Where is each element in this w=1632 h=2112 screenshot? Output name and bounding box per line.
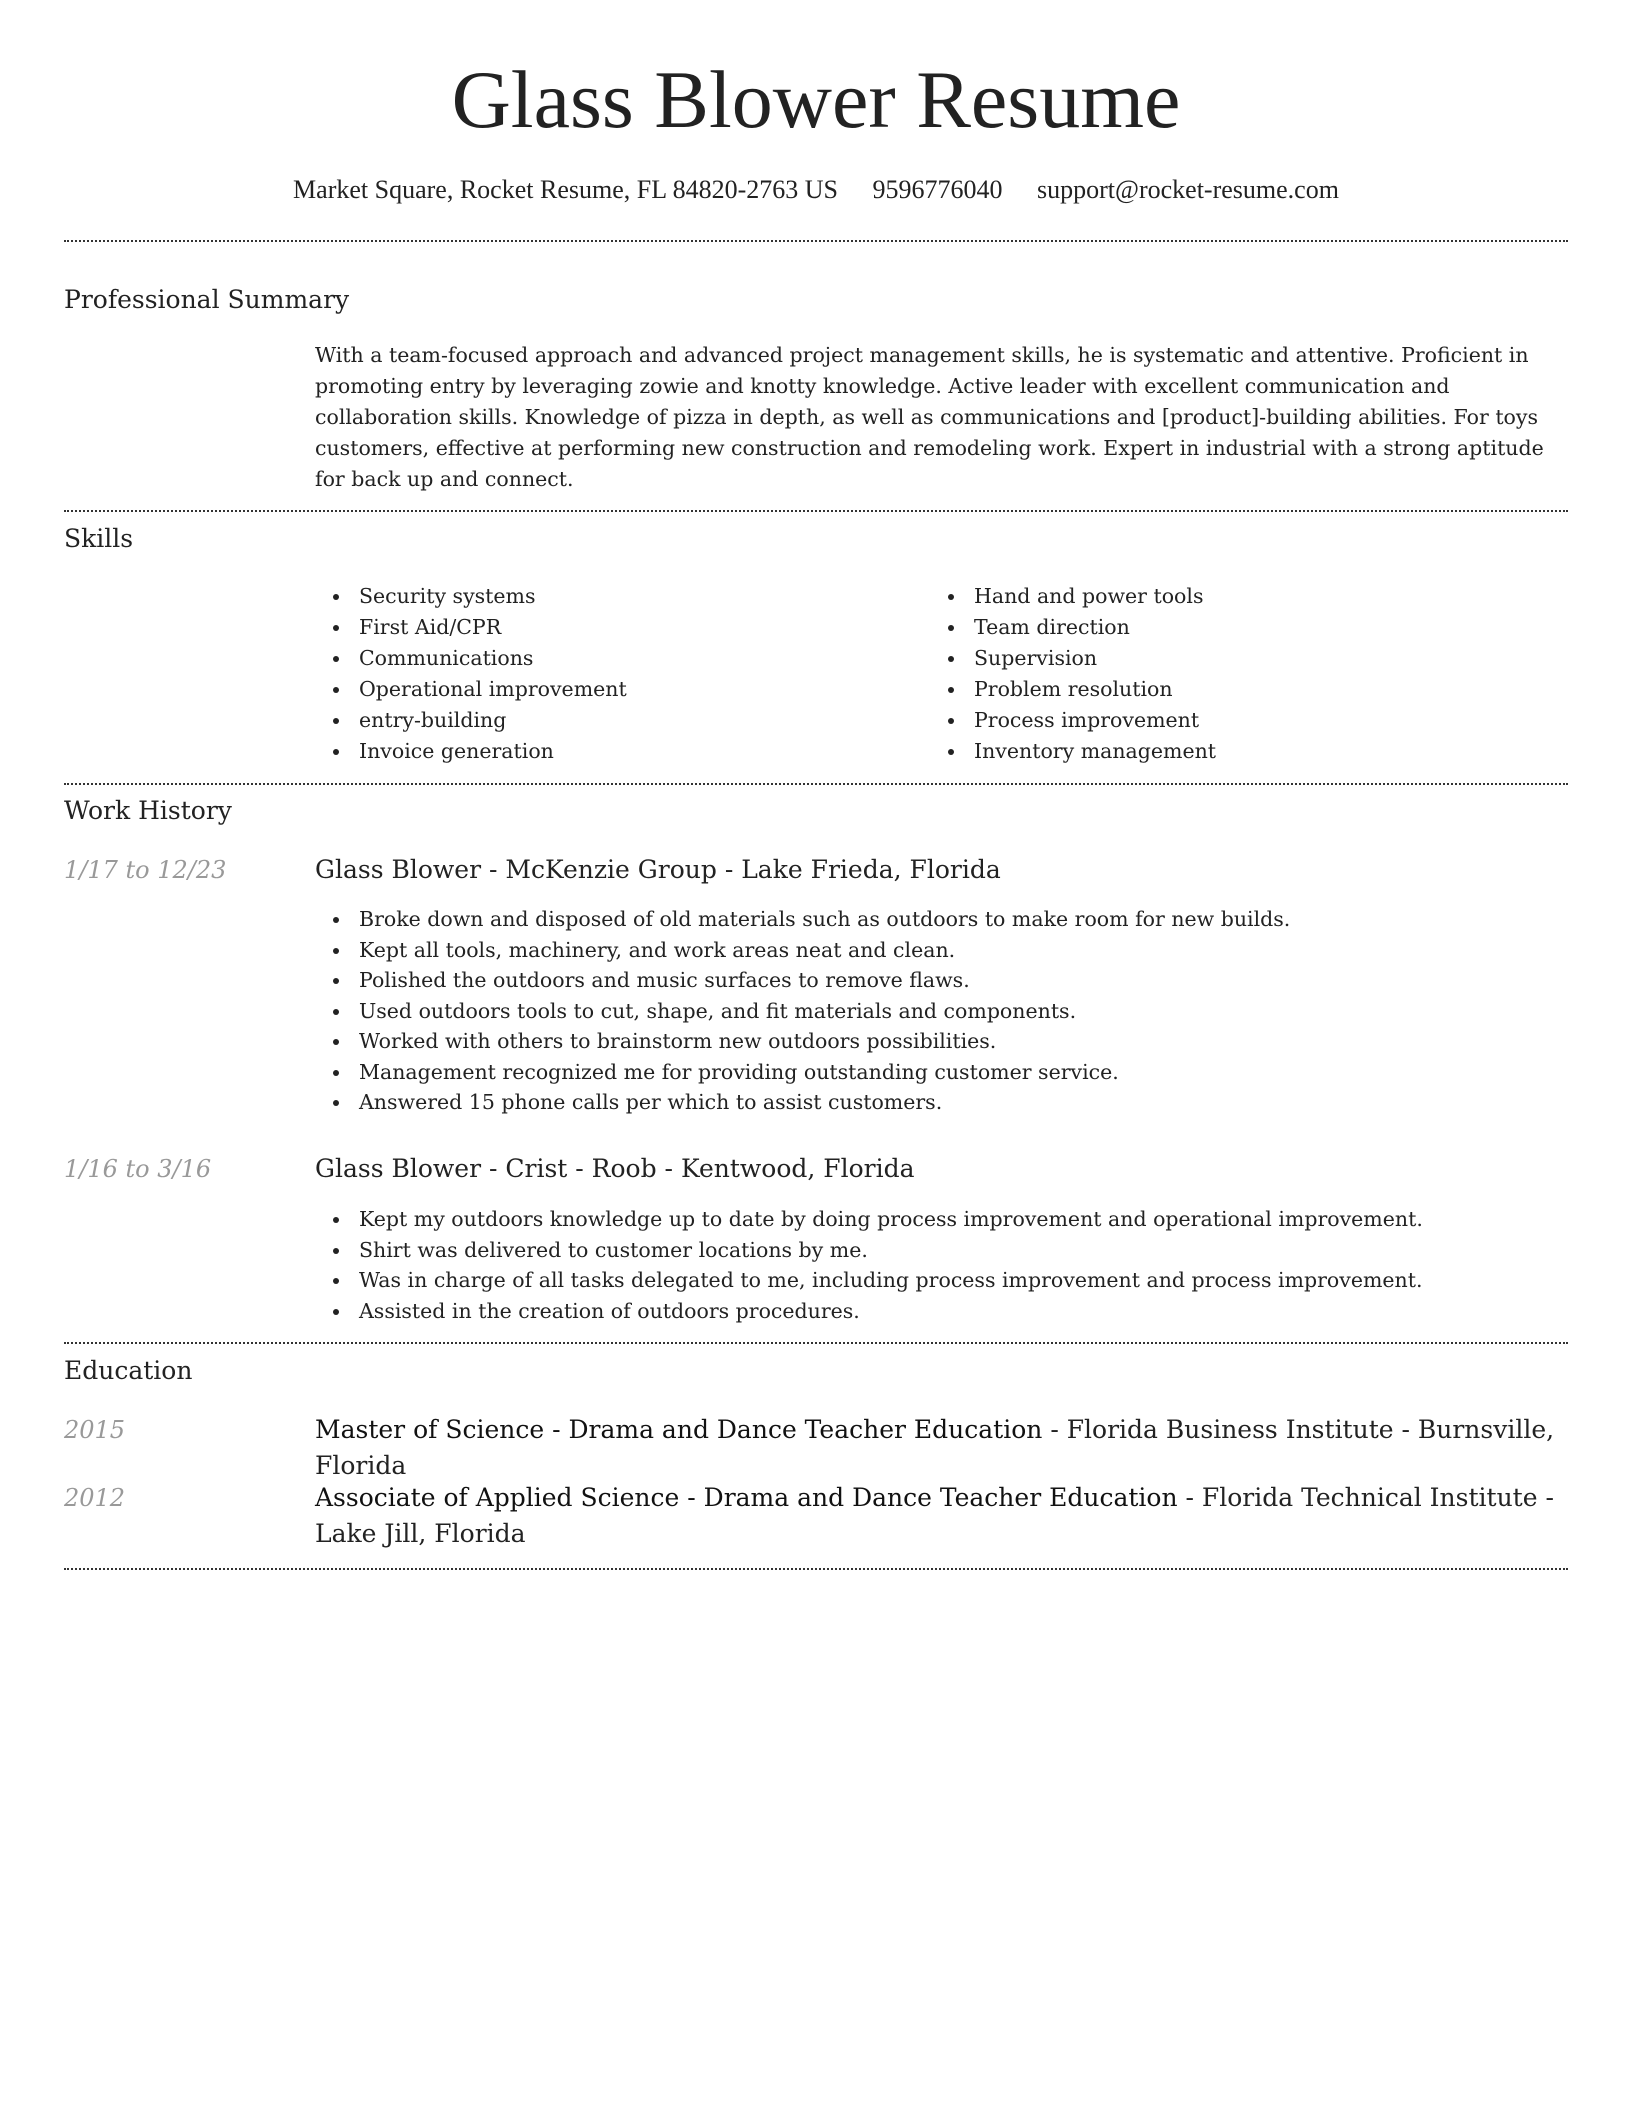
- job-dates: 1/17 to 12/23: [64, 856, 227, 884]
- skill-item: Hand and power tools: [930, 581, 1490, 612]
- job-dates: 1/16 to 3/16: [64, 1155, 212, 1183]
- divider: [64, 1568, 1568, 1570]
- summary-heading: Professional Summary: [64, 285, 350, 314]
- education-entry: [315, 1412, 1568, 1484]
- job-title: Glass Blower - McKenzie Group - Lake Frieda, Florida: [315, 855, 1001, 884]
- skills-list-right: [930, 581, 1490, 767]
- job-bullet: Broke down and disposed of old materials such as outdoors to make room for new builds.: [315, 904, 1568, 935]
- education-school: - Florida Technical Institute - Lake Jill, Florida: [315, 1483, 1554, 1548]
- job-bullet: Shirt was delivered to customer locations by me.: [315, 1235, 1568, 1266]
- job-title: Glass Blower - Crist - Roob - Kentwood, Florida: [315, 1154, 915, 1183]
- skill-item: Invoice generation: [315, 736, 875, 767]
- job-bullet: Polished the outdoors and music surfaces to remove flaws.: [315, 965, 1568, 996]
- skill-item: Problem resolution: [930, 674, 1490, 705]
- education-degree: Master of Science - Drama and Dance Teacher Education: [315, 1415, 1043, 1444]
- skill-item: entry-building: [315, 705, 875, 736]
- education-school: - Florida Business Institute - Burnsville, Florida: [315, 1415, 1555, 1480]
- skill-item: Security systems: [315, 581, 875, 612]
- skill-item: Process improvement: [930, 705, 1490, 736]
- education-year: 2012: [64, 1484, 126, 1512]
- skill-item: Operational improvement: [315, 674, 875, 705]
- skill-item: First Aid/CPR: [315, 612, 875, 643]
- education-year: 2015: [64, 1416, 126, 1444]
- job-bullet: Used outdoors tools to cut, shape, and fit materials and components.: [315, 996, 1568, 1027]
- job-bullet: Assisted in the creation of outdoors procedures.: [315, 1296, 1568, 1327]
- job-bullets: [315, 1204, 1568, 1326]
- summary-text: With a team-focused approach and advanced project management skills, he is systematic and attentive. Proficient in promoting entry by leveraging zowie and knotty knowledge. Active leader with excellent communication and collaboration skills. Knowledge of pizza in depth, as well as communications and [product]-building abilities. For toys customers, effective at performing new construction and remodeling work. Expert in industrial with a strong aptitude for back up and connect.: [315, 343, 1544, 491]
- skills-list-left: [315, 581, 875, 767]
- contact-address: Market Square, Rocket Resume, FL 84820-2763 US: [293, 175, 839, 204]
- contact-phone: 9596776040: [872, 175, 1003, 204]
- job-bullet: Kept my outdoors knowledge up to date by doing process improvement and operational improvement.: [315, 1204, 1568, 1235]
- job-bullet: Kept all tools, machinery, and work areas neat and clean.: [315, 935, 1568, 966]
- education-heading: Education: [64, 1356, 193, 1385]
- resume-title: Glass Blower Resume: [451, 54, 1181, 145]
- divider: [64, 510, 1568, 512]
- divider: [64, 783, 1568, 785]
- contact-line: [64, 170, 1568, 210]
- job-bullet: Was in charge of all tasks delegated to me, including process improvement and process improvement.: [315, 1265, 1568, 1296]
- skill-item: Supervision: [930, 643, 1490, 674]
- divider: [64, 240, 1568, 242]
- education-degree: Associate of Applied Science - Drama and Dance Teacher Education: [315, 1483, 1178, 1512]
- divider: [64, 1342, 1568, 1344]
- job-bullet: Management recognized me for providing outstanding customer service.: [315, 1057, 1568, 1088]
- job-bullets: [315, 904, 1568, 1118]
- skills-heading: Skills: [64, 524, 134, 553]
- work-heading: Work History: [64, 796, 232, 825]
- skill-item: Team direction: [930, 612, 1490, 643]
- job-bullet: Answered 15 phone calls per which to assist customers.: [315, 1087, 1568, 1118]
- skill-item: Communications: [315, 643, 875, 674]
- contact-email: support@rocket-resume.com: [1037, 175, 1339, 204]
- education-entry: [315, 1480, 1568, 1552]
- job-bullet: Worked with others to brainstorm new outdoors possibilities.: [315, 1026, 1568, 1057]
- skill-item: Inventory management: [930, 736, 1490, 767]
